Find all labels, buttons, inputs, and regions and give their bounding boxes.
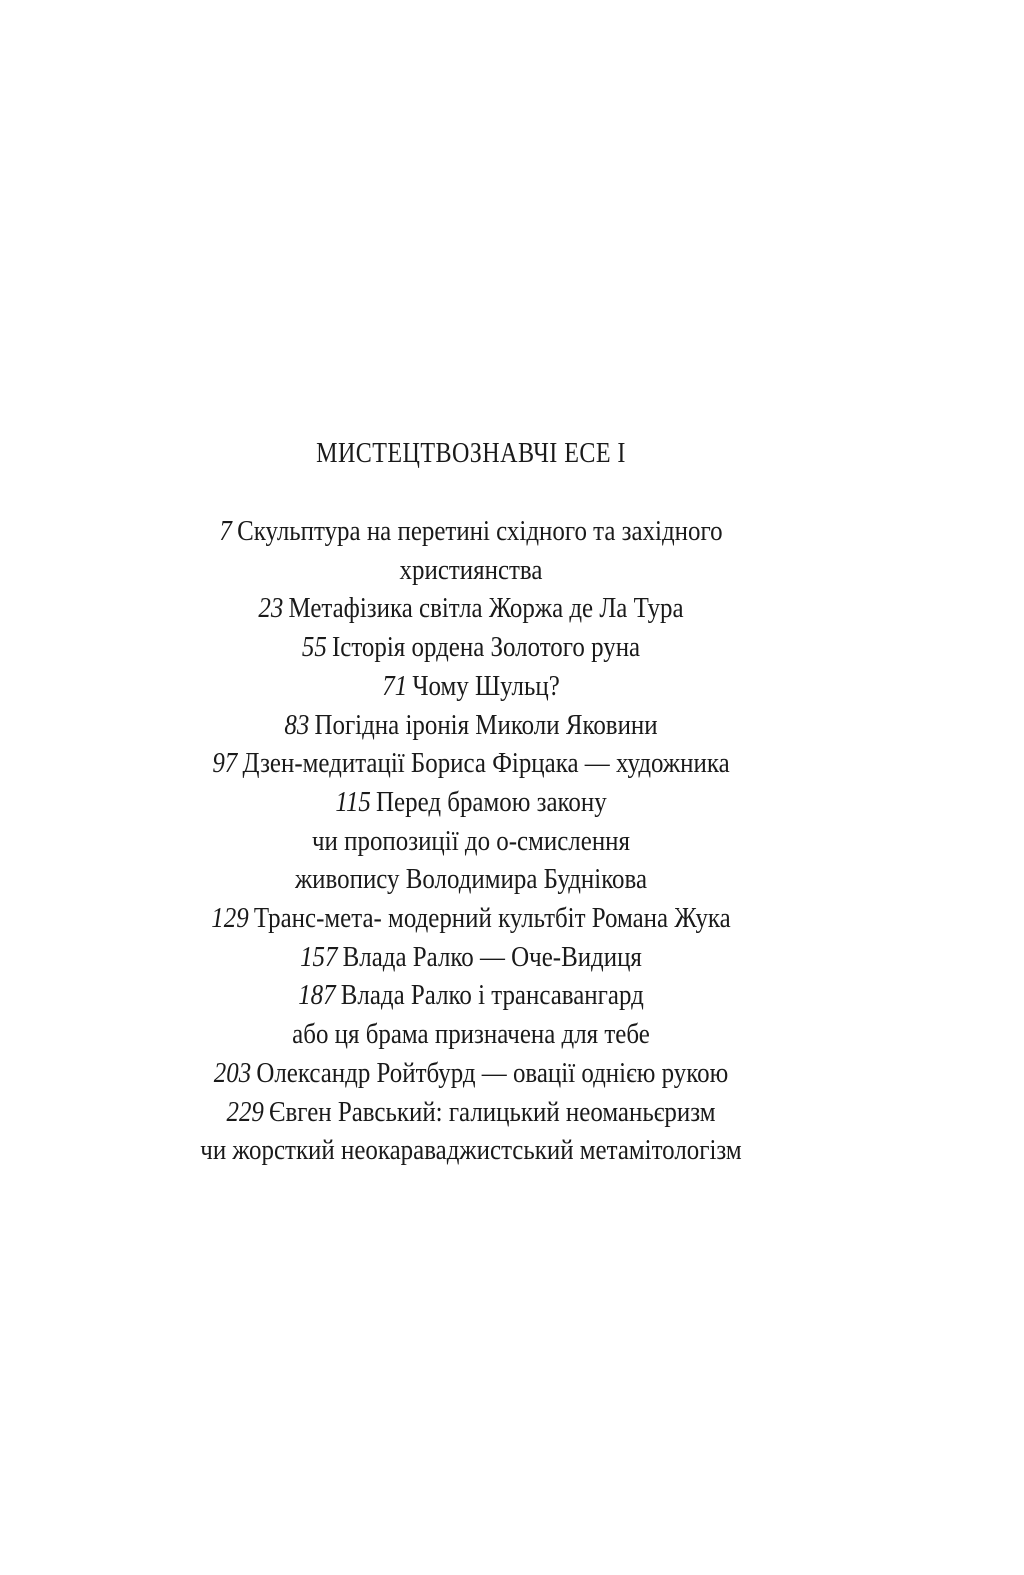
toc-page-number: 187 [298, 979, 336, 1012]
toc-entry-title: Історія ордена Золотого руна [331, 631, 641, 664]
toc-entry-title: Євген Равський: галицький неоманьєризм [269, 1095, 716, 1128]
toc-entry [66, 512, 876, 589]
toc-entry-line [66, 976, 876, 1015]
toc-entry-title: Скульптура на перетині східного та західного [237, 515, 723, 547]
toc-entry-title: Олександр Ройтбурд — овації однією рукою [256, 1056, 729, 1089]
toc-entry-title: Погідна іронія Миколи Яковини [314, 708, 658, 741]
toc-entry [66, 628, 876, 667]
toc-page-number: 203 [213, 1056, 252, 1089]
toc-entry-line [66, 706, 876, 745]
toc-entry [66, 744, 876, 783]
toc-page-number: 7 [219, 515, 232, 547]
toc-entry-line [66, 899, 876, 938]
toc-entry [66, 783, 876, 899]
toc-entry-line [66, 783, 876, 822]
toc-page-number: 115 [335, 785, 371, 818]
toc-entry-continuation: чи пропозиції до о-смислення [312, 824, 630, 857]
toc-entry-continuation: християнства [399, 553, 543, 586]
toc-page-number: 129 [211, 902, 249, 935]
toc-entry-title: Влада Ралко — Оче-Видиця [342, 940, 642, 973]
toc-entry-continuation: або ця брама призначена для тебе [292, 1018, 650, 1051]
toc-entry-line [66, 938, 876, 977]
toc-entry [66, 976, 876, 1053]
toc-entry-title: Метафізика світла Жоржа де Ла Тура [288, 592, 684, 625]
toc-entry-continuation: чи жорсткий неокараваджистський метамітологізм [200, 1134, 742, 1167]
toc-page-number: 55 [301, 631, 327, 664]
toc-entry-title: Перед брамою закону [376, 785, 607, 818]
toc-entry-line [66, 667, 876, 706]
section-title: МИСТЕЦТВОЗНАВЧІ ЕСЕ І [316, 438, 626, 469]
toc-page-number: 71 [382, 669, 408, 702]
toc-entry-title: Транс-мета- модерний культбіт Романа Жука [253, 902, 731, 935]
toc-entry-line [66, 628, 876, 667]
toc-entry [66, 706, 876, 745]
toc-entry-line [66, 512, 876, 551]
toc-entry-continuation: живопису Володимира Буднікова [294, 863, 648, 896]
toc-page-number: 229 [226, 1095, 264, 1128]
toc-entry-line [66, 589, 876, 628]
toc-page-number: 157 [300, 940, 338, 973]
toc-page-number: 97 [212, 747, 238, 780]
table-of-contents [66, 512, 876, 1170]
toc-entry-title: Чому Шульц? [412, 669, 560, 702]
toc-entry-title: Дзен-медитації Бориса Фірцака — художника [242, 747, 730, 780]
toc-entry [66, 1054, 876, 1093]
toc-entry [66, 589, 876, 628]
toc-entry-title: Влада Ралко і трансавангард [340, 979, 644, 1012]
toc-entry [66, 667, 876, 706]
toc-page-number: 83 [284, 708, 310, 741]
toc-entry-line [66, 1093, 876, 1132]
toc-entry [66, 1093, 876, 1170]
toc-entry [66, 938, 876, 977]
toc-entry [66, 899, 876, 938]
toc-entry-line [66, 1054, 876, 1093]
toc-entry-line [66, 744, 876, 783]
toc-page-number: 23 [258, 592, 284, 625]
